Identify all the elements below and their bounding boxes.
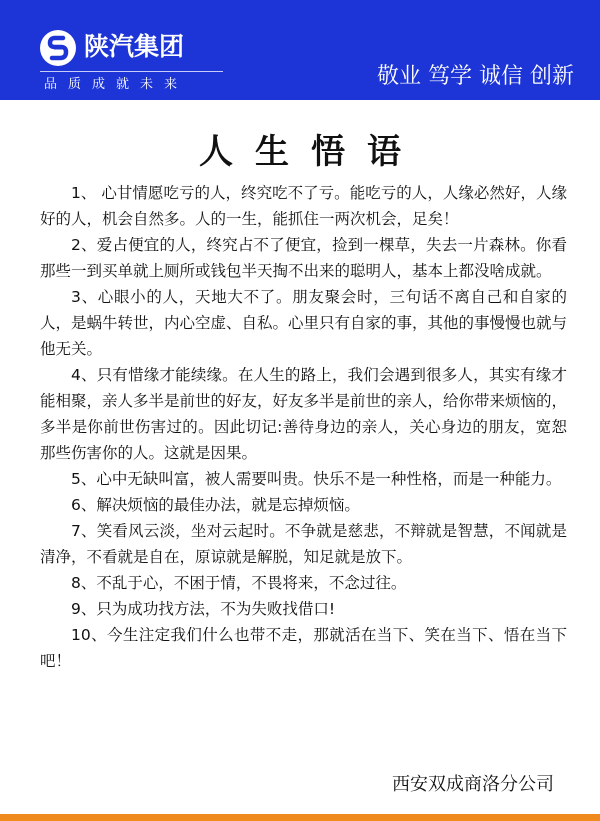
document-body [40, 180, 567, 674]
paragraph: 8、不乱于心，不困于情，不畏将来，不念过往。 [71, 574, 407, 592]
brand-name: 陕汽集团 [84, 32, 185, 61]
signature: 西安双成商洛分公司 [392, 774, 554, 795]
logo-divider [40, 71, 223, 72]
paragraph: 2、爱占便宜的人，终究占不了便宜，捡到一棵草，失去一片森林。你看那些一到买单就上厕所或钱包半天掏不出来的聪明人，基本上都没啥成就。 [40, 236, 567, 280]
paragraph: 7、笑看风云淡，坐对云起时。不争就是慈悲，不辩就是智慧，不闻就是清净，不看就是自在，原谅就是解脱，知足就是放下。 [40, 522, 567, 566]
header-banner [0, 0, 600, 100]
paragraph: 6、解决烦恼的最佳办法，就是忘掉烦恼。 [71, 496, 360, 514]
company-motto: 敬业 笃学 诚信 创新 [377, 64, 574, 89]
paragraph: 4、只有惜缘才能续缘。在人生的路上，我们会遇到很多人，其实有缘才能相聚，亲人多半是前世的好友，好友多半是前世的亲人，给你带来烦恼的，多半是你前世伤害过的。因此切记:善待身边的亲人，关心身边的朋友，宽恕那些伤害你的人。这就是因果。 [40, 366, 568, 462]
document-title: 人生悟语 [199, 132, 423, 172]
brand-tagline: 品质成就未来 [44, 77, 189, 92]
paragraph: 5、心中无缺叫富，被人需要叫贵。快乐不是一种性格，而是一种能力。 [71, 470, 562, 488]
paragraph: 9、只为成功找方法，不为失败找借口! [71, 600, 336, 618]
shaanxi-auto-logo-icon [40, 30, 76, 66]
footer-bar [0, 814, 600, 821]
paragraph: 10、今生注定我们什么也带不走，那就活在当下、笑在当下、悟在当下吧！ [40, 626, 567, 670]
paragraph: 3、心眼小的人，天地大不了。朋友聚会时，三句话不离自己和自家的人，是蜗牛转世，内心空虚、自私。心里只有自家的事，其他的事慢慢也就与他无关。 [40, 288, 568, 358]
paragraph: 1、 心甘情愿吃亏的人，终究吃不了亏。能吃亏的人，人缘必然好，人缘好的人，机会自然多。人的一生，能抓住一两次机会，足矣！ [40, 184, 567, 228]
